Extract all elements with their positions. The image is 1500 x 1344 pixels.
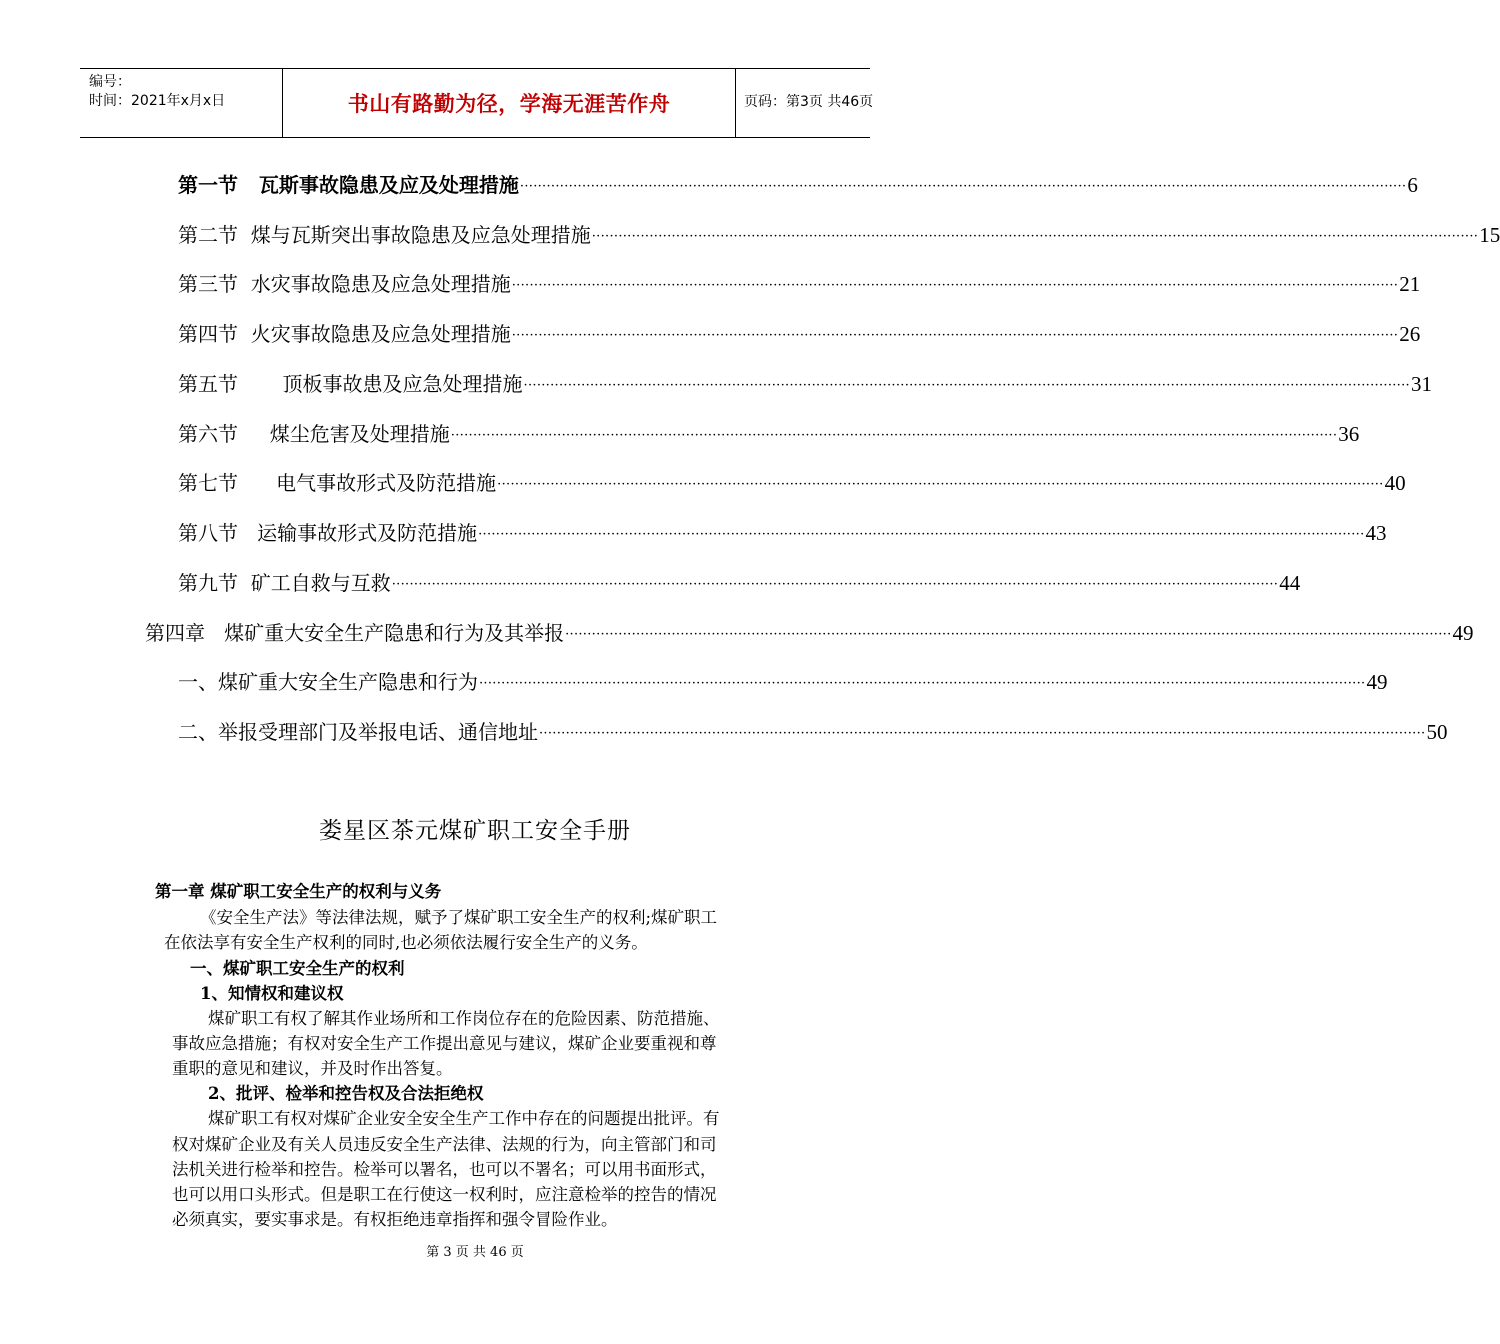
- toc-entry[interactable]: [178, 717, 1448, 747]
- toc-entry[interactable]: [178, 518, 1387, 548]
- toc-entry[interactable]: [145, 618, 1474, 648]
- toc-entry-page: 26: [1399, 322, 1421, 346]
- toc-entry[interactable]: [178, 369, 1432, 399]
- toc-entry-label: 第五节 顶板事故患及应急处理措施: [178, 372, 523, 396]
- paragraph-line: 权对煤矿企业及有关人员违反安全生产法律、法规的行为，向主管部门和司: [172, 1135, 717, 1154]
- paragraph-line: 在依法享有安全生产权利的同时,也必须依法履行安全生产的义务。: [164, 933, 648, 952]
- toc-dot-leader: ········································································································································································································: [511, 328, 1399, 343]
- page-footer: 第 3 页 共 46 页: [426, 1245, 524, 1260]
- toc-dot-leader: ········································································································································································································: [591, 229, 1479, 244]
- toc-entry-page: 50: [1426, 720, 1448, 744]
- toc-dot-leader: ········································································································································································································: [565, 627, 1452, 642]
- header-page-info: 页码：第3页 共46页: [744, 94, 874, 110]
- toc-entry-page: 40: [1384, 471, 1406, 495]
- header-page-cell: [735, 69, 874, 137]
- toc-entry-page: 36: [1338, 422, 1360, 446]
- toc-entry[interactable]: [178, 667, 1388, 697]
- header-motto: 书山有路勤为径，学海无涯苦作舟: [347, 92, 671, 116]
- toc-entry-page: 43: [1365, 521, 1387, 545]
- toc-entry[interactable]: [178, 269, 1421, 299]
- paragraph-line: 煤矿职工有权了解其作业场所和工作岗位存在的危险因素、防范措施、: [208, 1009, 720, 1028]
- paragraph-line: 重职的意见和建议，并及时作出答复。: [172, 1059, 453, 1078]
- item-heading: 1、知情权和建议权: [200, 984, 344, 1003]
- toc-dot-leader: ········································································································································································································: [478, 527, 1365, 542]
- toc-entry-label: 第九节 矿工自救与互救: [178, 571, 391, 595]
- toc-entry-label: 第七节 电气事故形式及防范措施: [178, 471, 497, 495]
- toc-dot-leader: ········································································································································································································: [391, 577, 1279, 592]
- paragraph-line: 也可以用口头形式。但是职工在行使这一权利时，应注意检举的控告的情况: [172, 1185, 717, 1204]
- item-heading: 2、批评、检举和控告权及合法拒绝权: [208, 1084, 484, 1103]
- toc-entry-page: 49: [1366, 670, 1388, 694]
- chapter-heading: 第一章 煤矿职工安全生产的权利与义务: [155, 882, 442, 901]
- paragraph-line: 法机关进行检举和控告。检举可以署名，也可以不署名；可以用书面形式，: [172, 1160, 717, 1179]
- paragraph-line: 必须真实，要实事求是。有权拒绝违章指挥和强令冒险作业。: [172, 1210, 618, 1229]
- toc-entry-page: 31: [1410, 372, 1432, 396]
- toc-entry-label: 第二节 煤与瓦斯突出事故隐患及应急处理措施: [178, 223, 591, 247]
- header-meta-cell: [80, 69, 282, 137]
- toc-entry-page: 44: [1279, 571, 1301, 595]
- page-header: [80, 68, 874, 138]
- paragraph-line: 《安全生产法》等法律法规，赋予了煤矿职工安全生产的权利;煤矿职工: [200, 908, 718, 927]
- toc-dot-leader: ········································································································································································································: [497, 477, 1384, 492]
- toc-entry-page: 6: [1407, 173, 1418, 197]
- toc-entry[interactable]: [178, 468, 1406, 498]
- toc-entry[interactable]: [178, 170, 1418, 200]
- paragraph-line: 煤矿职工有权对煤矿企业安全安全生产工作中存在的问题提出批评。有: [208, 1109, 720, 1128]
- toc-entry[interactable]: [178, 319, 1421, 349]
- toc-dot-leader: ········································································································································································································: [450, 428, 1338, 443]
- header-motto-cell: [282, 69, 736, 137]
- handbook-title: 娄星区茶元煤矿职工安全手册: [319, 818, 631, 844]
- toc-entry[interactable]: [178, 568, 1301, 598]
- toc-dot-leader: ········································································································································································································: [511, 278, 1399, 293]
- toc-entry-label: 第六节 煤尘危害及处理措施: [178, 422, 450, 446]
- toc-dot-leader: ········································································································································································································: [479, 676, 1366, 691]
- toc-entry-page: 15: [1479, 223, 1500, 247]
- toc-entry-label: 第三节 水灾事故隐患及应急处理措施: [178, 272, 511, 296]
- toc-entry[interactable]: [178, 220, 1500, 250]
- doc-number-label: 编号：: [89, 74, 131, 90]
- toc-entry-label: 一、煤矿重大安全生产隐患和行为: [178, 670, 478, 694]
- section-heading: 一、煤矿职工安全生产的权利: [190, 959, 405, 978]
- toc-entry-label: 第四章 煤矿重大安全生产隐患和行为及其举报: [145, 621, 565, 645]
- toc-entry[interactable]: [178, 419, 1360, 449]
- toc-dot-leader: ········································································································································································································: [539, 726, 1426, 741]
- toc-entry-page: 49: [1452, 621, 1474, 645]
- toc-dot-leader: ········································································································································································································: [519, 179, 1407, 194]
- paragraph-line: 事故应急措施；有权对安全生产工作提出意见与建议，煤矿企业要重视和尊: [172, 1034, 717, 1053]
- toc-entry-page: 21: [1399, 272, 1421, 296]
- toc-entry-label: 第八节 运输事故形式及防范措施: [178, 521, 478, 545]
- toc-entry-label: 二、举报受理部门及举报电话、通信地址: [178, 720, 538, 744]
- toc-entry-label: 第四节 火灾事故隐患及应急处理措施: [178, 322, 511, 346]
- toc-dot-leader: ········································································································································································································: [523, 378, 1410, 393]
- doc-date-label: 时间：2021年x月x日: [89, 93, 226, 109]
- toc-entry-label: 第一节 瓦斯事故隐患及应及处理措施: [178, 173, 519, 197]
